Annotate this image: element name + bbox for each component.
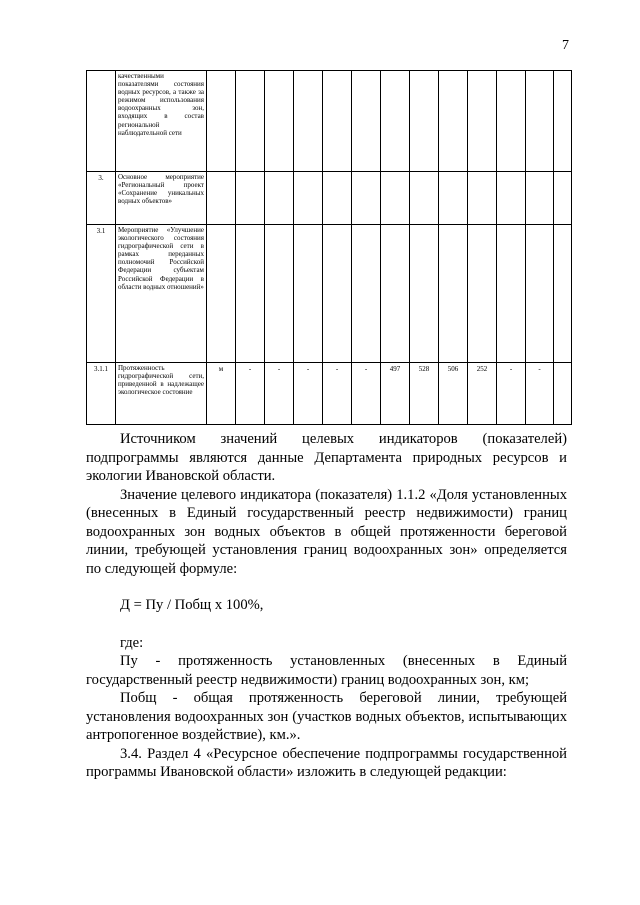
row-number-cell: 3. [87,172,116,225]
value-cell: - [294,363,323,425]
value-cell [236,71,265,172]
value-cell [497,225,526,363]
value-cell [497,172,526,225]
value-cell [294,172,323,225]
unit-cell: м [207,363,236,425]
value-cell: - [352,363,381,425]
value-cell [439,172,468,225]
value-cell [439,71,468,172]
value-cell [265,225,294,363]
value-cell [323,225,352,363]
table-body [87,71,572,425]
value-cell: - [323,363,352,425]
value-cell [468,71,497,172]
row-number-cell: 3.1 [87,225,116,363]
paragraph-indicator-value: Значение целевого индикатора (показателя) 1.1.2 «Доля установленных (внесенных в Единый государственный реестр недвижимости) границ водоохранных зон водных объектов в общей протяженности береговой линии, требующей установления границ водоохранных зон» определяется по следующей формуле: [86,486,567,577]
value-cell [236,225,265,363]
value-cell [236,172,265,225]
value-cell [410,71,439,172]
value-cell [554,71,572,172]
value-cell [439,225,468,363]
row-number-cell [87,71,116,172]
value-cell [294,71,323,172]
value-cell [468,172,497,225]
value-cell [352,225,381,363]
value-cell [526,225,554,363]
value-cell [554,363,572,425]
unit-cell [207,71,236,172]
value-cell [497,71,526,172]
table-row [87,71,572,172]
paragraph-section-3-4: 3.4. Раздел 4 «Ресурсное обеспечение подпрограммы государственной программы Ивановской области» изложить в следующей редакции: [86,745,567,780]
body-text [86,430,567,782]
table-row [87,225,572,363]
value-cell [526,172,554,225]
table-row [87,363,572,425]
value-cell: - [265,363,294,425]
value-cell [381,225,410,363]
indicators-table [86,70,572,425]
value-cell [352,172,381,225]
value-cell [410,172,439,225]
paragraph-where: где: [120,634,144,651]
indicator-name-cell: Основное мероприятие «Региональный проект «Сохранение уникальных водных объектов» [116,172,207,225]
value-cell [294,225,323,363]
value-cell [381,71,410,172]
value-cell [352,71,381,172]
unit-cell [207,172,236,225]
value-cell [381,172,410,225]
table-row [87,172,572,225]
value-cell: - [497,363,526,425]
value-cell [526,71,554,172]
value-cell [323,71,352,172]
value-cell: - [526,363,554,425]
value-cell: - [236,363,265,425]
value-cell: 528 [410,363,439,425]
value-cell [323,172,352,225]
indicator-name-cell: Протяженность гидрографической сети, приведенной в надлежащее экологическое состояние [116,363,207,425]
value-cell [410,225,439,363]
paragraph-py-definition: Пу - протяженность установленных (внесенных в Единый государственный реестр недвижимости) границ водоохранных зон, км; [86,653,567,688]
value-cell [554,225,572,363]
indicator-name-cell: качественными показателями состояния водных ресурсов, а также за режимом использования водоохранных зон, входящих в состав региональной наблюдательной сети [116,71,207,172]
value-cell [468,225,497,363]
row-number-cell: 3.1.1 [87,363,116,425]
unit-cell [207,225,236,363]
value-cell: 506 [439,363,468,425]
value-cell [554,172,572,225]
indicator-name-cell: Мероприятие «Улучшение экологического состояния гидрографической сети в рамках переданных полномочий Российской Федерации субъектам Российской Федерации в области водных отношений» [116,225,207,363]
page-number: 7 [562,38,569,53]
paragraph-source: Источником значений целевых индикаторов (показателей) подпрограммы являются данные Департамента природных ресурсов и экологии Ивановской области. [86,431,567,484]
formula: Д = Пу / Побщ х 100%, [120,597,264,613]
value-cell [265,71,294,172]
paragraph-pobsch-definition: Побщ - общая протяженность береговой линии, требующей установления водоохранных зон (участков водных объектов, испытывающих антропогенное воздействие), км.». [86,690,567,743]
value-cell: 497 [381,363,410,425]
value-cell [265,172,294,225]
value-cell: 252 [468,363,497,425]
